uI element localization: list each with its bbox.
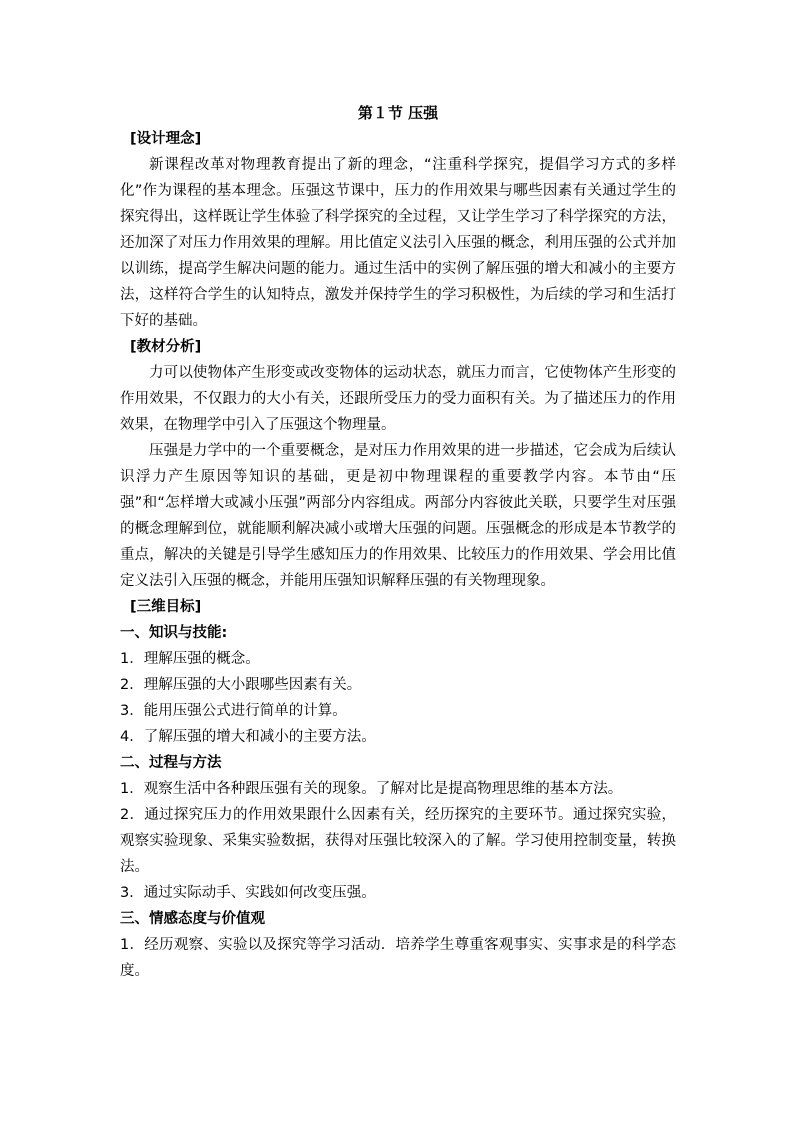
list-item: 2．理解压强的大小跟哪些因素有关。 [120,677,362,693]
list-item: 3．通过实际动手、实践如何改变压强。 [120,885,376,901]
goal-heading-process-methods: 二、过程与方法 [120,755,222,771]
list-item: 3．能用压强公式进行简单的计算。 [120,703,347,719]
section-heading-textbook-analysis: [教材分析] [130,339,202,355]
paragraph-textbook-analysis-2: 压强是力学中的一个重要概念，是对压力作用效果的进一步描述，它会成为后续认识浮力产生原因等知识的基础，更是初中物理课程的重要教学内容。本节由“压强”和“怎样增大或减小压强”两部分内容组成。两部分内容彼此关联，只要学生对压强的概念理解到位，就能顺利解决减小或增大压强的问题。压强概念的形成是本节教学的重点，解决的关键是引导学生感知压力的作用效果、比较压力的作用效果、学会用比值定义法引入压强的概念，并能用压强知识解释压强的有关物理现象。 [120,443,676,589]
list-item: 1．理解压强的概念。 [120,651,260,667]
list-item: 4．了解压强的增大和减小的主要方法。 [120,729,376,745]
section-heading-design-concept: [设计理念] [130,131,202,147]
list-item: 1．经历观察、实验以及探究等学习活动．培养学生尊重客观事实、实事求是的科学态度。 [120,937,676,979]
list-item: 2．通过探究压力的作用效果跟什么因素有关，经历探究的主要环节。通过探究实验，观察实验现象、采集实验数据，获得对压强比较深入的了解。学习使用控制变量，转换法。 [120,807,676,875]
paragraph-design-concept: 新课程改革对物理教育提出了新的理念，“注重科学探究，提倡学习方式的多样化”作为课程的基本理念。压强这节课中，压力的作用效果与哪些因素有关通过学生的探究得出，这样既让学生体验了科学探究的全过程，又让学生学习了科学探究的方法，还加深了对压力作用效果的理解。用比值定义法引入压强的概念，利用压强的公式并加以训练，提高学生解决问题的能力。通过生活中的实例了解压强的增大和减小的主要方法，这样符合学生的认知特点，激发并保持学生的学习积极性，为后续的学习和生活打下好的基础。 [120,157,676,329]
page-title: 第１节 压强 [357,104,439,122]
goal-heading-knowledge-skills: 一、知识与技能: [120,625,228,641]
section-heading-three-dimensional-goals: [三维目标] [130,599,202,615]
goal-heading-attitudes-values: 三、情感态度与价值观 [120,911,265,927]
paragraph-textbook-analysis-1: 力可以使物体产生形变或改变物体的运动状态，就压力而言，它使物体产生形变的作用效果，不仅跟力的大小有关，还跟所受压力的受力面积有关。为了描述压力的作用效果，在物理学中引入了压强这个物理量。 [120,365,676,433]
document-page [120,100,676,984]
list-item: 1．观察生活中各种跟压强有关的现象。了解对比是提高物理思维的基本方法。 [120,781,623,797]
